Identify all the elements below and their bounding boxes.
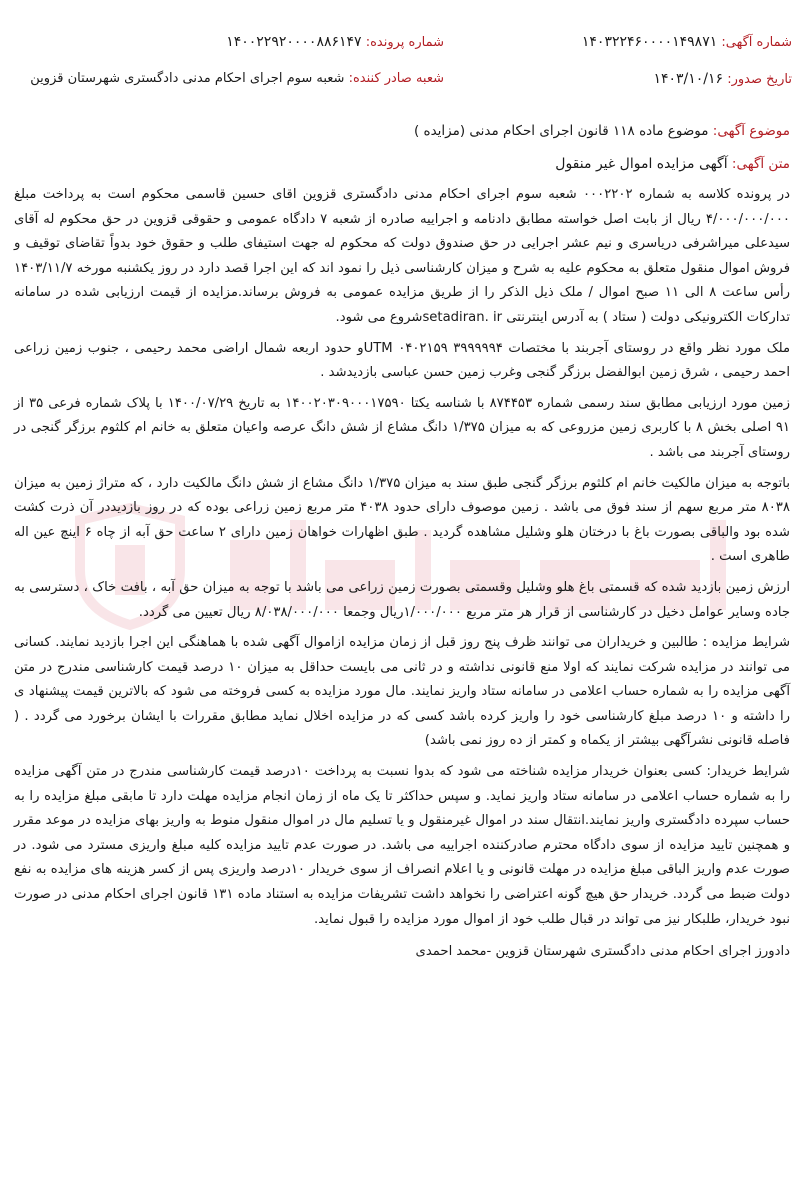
paragraph-deed: زمین مورد ارزیابی مطابق سند رسمی شماره ۸۷۴۴۵۳ با شناسه یکتا ۱۴۰۰۲۰۳۰۹۰۰۰۱۷۵۹۰ به تاریخ ۱۴۰۰/۰۷/۲۹ با پلاک شماره فرعی ۳۵ از ۹۱ اصلی بخش ۸ با کاربری زمین مزروعی که به میزان ۱/۳۷۵ دانگ مشاع از شش دانگ عرصه واعیان متعلق به خانم ام کلثوم برزگر گنجی در روستای آجربند می باشد . bbox=[14, 395, 790, 460]
issue-date: ۱۴۰۳/۱۰/۱۶ bbox=[653, 71, 724, 87]
notice-number-block bbox=[582, 34, 792, 50]
paragraph-auction-conditions: شرایط مزایده : طالبین و خریداران می توانند ظرف پنج روز قبل از زمان مزایده ازاموال آگهی شده با هماهنگی این اجرا بازدید نمایند. کسانی می توانند در مزایده شرکت نمایند که اولا منع قانونی نداشته و در ثانی می بایست حداقل به میزان ۱۰ درصد قیمت کارشناسی مندرج در متن آگهی مزایده را به شماره حساب اعلامی در سامانه ستاد واریز نمایند. مال مورد مزایده به کسی فروخته می شود که بالاترین قیمت پیشنهاد ی را داشته و ۱۰ درصد مبلغ کارشناسی خود را واریز کرده باشد کسی که در مزایده اخلال نماید مطابق مقررات با ایشان برخورد می گردد . ( فاصله قانونی نشرآگهی بیشتر از یکماه و کمتر از ده روز نمی باشد) bbox=[14, 635, 790, 749]
notice-number: ۱۴۰۳۲۲۴۶۰۰۰۰۱۴۹۸۷۱ bbox=[581, 34, 718, 50]
file-number: ۱۴۰۰۲۲۹۲۰۰۰۰۸۸۶۱۴۷ bbox=[226, 34, 362, 50]
signature: دادورز اجرای احکام مدنی دادگستری شهرستان قزوین -محمد احمدی bbox=[415, 944, 790, 960]
text-title-line bbox=[555, 156, 790, 172]
issuer: شعبه سوم اجرای احکام مدنی دادگستری شهرستان قزوین bbox=[30, 71, 345, 86]
paragraph-buyer-conditions: شرایط خریدار: کسی بعنوان خریدار مزایده شناخته می شود که بدوا نسبت به پرداخت ۱۰درصد قیمت کارشناسی مندرج در متن آگهی مزایده را به شماره حساب اعلامی در سامانه ستاد واریز نماید. و سپس حداکثر تا یک ماه از زمان انجام مزایده مهلت دارد تا مابقی مبلغ مزایده را به حساب سپرده دادگستری واریز نمایند.انتقال سند در اموال غیرمنقول و یا تسلیم مال در اموال منقول منوط به واریز بهای مزایده در موعد مقرر و همچنین تایید مزایده از سوی دادگاه محترم صادرکننده اجراییه می باشد. در صورت عدم تایید مزایده کلیه مبلغ واریزی مسترد می شود. در صورت عدم واریز الباقی مبلغ مزایده در مهلت قانونی و یا اعلام انصراف از سوی خریدار ۱۰درصد واریزی پس از کسر هزینه های مزایده به نفع دولت ضبط می گردد. خریدار حق هیچ گونه اعتراضی را نخواهد داشت تشریفات مزایده به استناد ماده ۱۳۱ قانون اجرای احکام مدنی در صورت نبود خریدار، طلبکار نیز می تواند در قبال طلب خود از اموال مورد مزایده را قبول نماید. bbox=[14, 764, 790, 927]
file-number-label: شماره پرونده: bbox=[365, 35, 444, 50]
text-title-label: متن آگهی: bbox=[731, 156, 790, 172]
file-number-block bbox=[226, 34, 444, 50]
subject-value: موضوع ماده ۱۱۸ قانون اجرای احکام مدنی (مزایده ) bbox=[413, 123, 709, 139]
paragraph-valuation: ارزش زمین بازدید شده که قسمتی باغ هلو وشلیل وقسمتی بصورت زمین زراعی می باشد با توجه به میزان حق آبه ، بافت خاک ، دسترسی به جاده وسایر عوامل دخیل در کارشناسی از قرار هر متر مربع ۱/۰۰۰/۰۰۰ریال وجمعا ۸/۰۳۸/۰۰۰/۰۰۰ ریال تعیین می گردد. bbox=[14, 579, 790, 620]
paragraph-ownership: باتوجه به میزان مالکیت خانم ام کلثوم برزگر گنجی طبق سند به میزان ۱/۳۷۵ دانگ مشاع از شش دانگ مالکیت دارد ، که متراژ زمین به میزان ۸۰۳۸ متر مربع سهم از سند فوق می باشد . زمین موصوف دارای حدود ۴۰۳۸ متر مربع زمین زراعی بوده که در روز بازدیددر آن ذرت کشت شده بود والباقی بصورت باغ با درختان هلو وشلیل مشاهده گردید . طبق اظهارات خواهان زمین دارای ۲ ساعت حق آبه از چاه ۶ اینچ عین اله طاهری است . bbox=[14, 475, 790, 565]
issue-date-label: تاریخ صدور: bbox=[727, 72, 792, 87]
issuer-label: شعبه صادر کننده: bbox=[348, 71, 444, 86]
issuer-block bbox=[30, 71, 444, 86]
subject-label: موضوع آگهی: bbox=[712, 123, 790, 139]
paragraph-location: ملک مورد نظر واقع در روستای آجربند با مختصات ۳۹۹۹۹۹۴ ۰۴۰۲۱۵۹ UTMو حدود اربعه شمال اراضی محمد رحیمی ، جنوب زمین زراعی احمد رحیمی ، شرق زمین ابوالفضل برزگر گنجی وغرب زمین حسن عباسی بازدیدشد . bbox=[14, 340, 791, 381]
paragraph-intro: در پرونده کلاسه به شماره ۰۰۰۲۲۰۲ شعبه سوم اجرای احکام مدنی دادگستری قزوین اقای حسین قاسمی محکوم است به پرداخت مبلغ ۴/۰۰۰/۰۰۰/۰۰۰ ریال از بابت اصل خواسته مطابق دادنامه و اجراییه صادره از شعبه ۷ دادگاه عمومی و حقوقی قزوین در حق محکوم له آقای سیدعلی میراشرفی دریاسری و نیم عشر اجرایی در حق صندوق دولت که محکوم له جهت استیفای طلب و حقوق خود بدواً تقاضای توقیف و فروش اموال منقول متعلق به محکوم علیه به شرح و میزان کارشناسی ذیل را نمود اند که این اجرا قصد دارد در روز یکشنبه مورخه ۱۴۰۳/۱۱/۷ رأس ساعت ۸ الی ۱۱ صبح اموال / ملک ذیل الذکر را از طریق مزایده عمومی به فروش برساند.مزایده از قیمت ارزیابی شده در سامانه تدارکات الکترونیکی دولت ( ستاد ) به آدرس اینترنتی setadiran. irشروع می شود. bbox=[14, 187, 791, 325]
notice-body bbox=[14, 183, 790, 971]
issue-date-block bbox=[653, 71, 792, 87]
notice-number-label: شماره آگهی: bbox=[721, 35, 792, 50]
text-title-value: آگهی مزایده اموال غیر منقول bbox=[555, 156, 728, 172]
subject-line bbox=[414, 123, 790, 139]
